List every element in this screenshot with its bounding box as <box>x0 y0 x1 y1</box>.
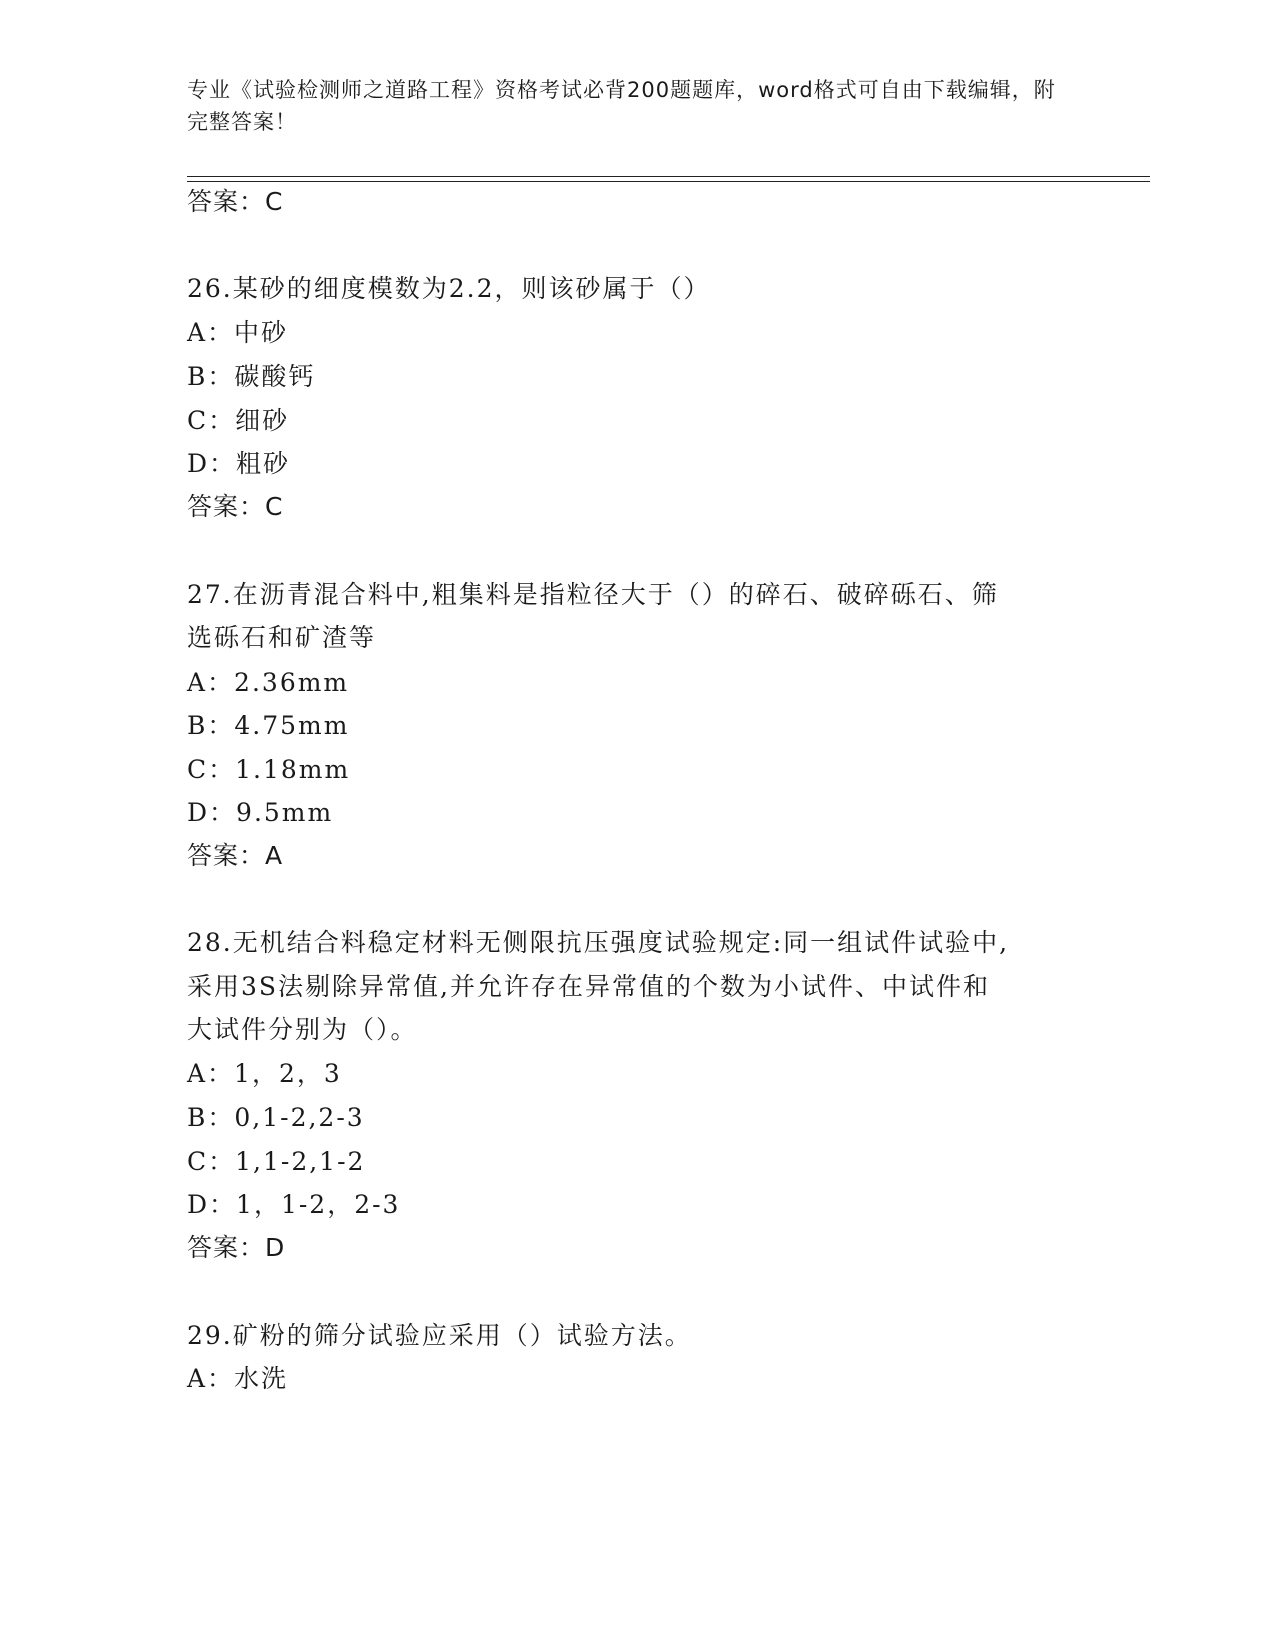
header-divider-top <box>187 176 1150 177</box>
question-27-option-d: D：9.5mm <box>187 798 334 827</box>
question-28-stem-line-1: 28.无机结合料稳定材料无侧限抗压强度试验规定:同一组试件试验中, <box>187 928 1010 957</box>
question-28-stem-line-3: 大试件分别为（）。 <box>187 1015 418 1044</box>
question-28-option-b: B：0,1-2,2-3 <box>187 1103 365 1132</box>
header-divider-bottom <box>187 181 1150 182</box>
document-header: 专业《试验检测师之道路工程》资格考试必背200题题库，word格式可自由下载编辑，附完整答案！ <box>187 78 1056 134</box>
question-28-answer: 答案：D <box>187 1233 286 1262</box>
question-27-stem-line-1: 27.在沥青混合料中,粗集料是指粒径大于（）的碎石、破碎砾石、筛 <box>187 580 999 609</box>
question-27-stem-line-2: 选砾石和矿渣等 <box>187 623 377 652</box>
question-27-option-c: C：1.18mm <box>187 755 351 784</box>
question-28-option-c: C：1,1-2,1-2 <box>187 1147 366 1176</box>
question-27-answer: 答案：A <box>187 841 284 870</box>
question-27-option-a: A：2.36mm <box>187 668 350 697</box>
question-26-option-d: D：粗砂 <box>187 449 291 478</box>
question-27-option-b: B：4.75mm <box>187 711 350 740</box>
question-26-option-c: C：细砂 <box>187 406 290 435</box>
question-26-option-a: A：中砂 <box>187 318 289 347</box>
question-28-stem-line-2: 采用3S法剔除异常值,并允许存在异常值的个数为小试件、中试件和 <box>187 972 990 1001</box>
question-28-option-a: A：1，2，3 <box>187 1059 342 1088</box>
question-26-option-b: B：碳酸钙 <box>187 362 316 391</box>
question-29-option-a: A：水洗 <box>187 1364 289 1393</box>
question-26-answer: 答案：C <box>187 492 284 521</box>
question-28-option-d: D：1，1-2，2-3 <box>187 1190 401 1219</box>
question-26-stem: 26.某砂的细度模数为2.2，则该砂属于（） <box>187 274 711 303</box>
question-29-stem: 29.矿粉的筛分试验应采用（）试验方法。 <box>187 1321 692 1350</box>
answer-top: 答案：C <box>187 187 284 216</box>
